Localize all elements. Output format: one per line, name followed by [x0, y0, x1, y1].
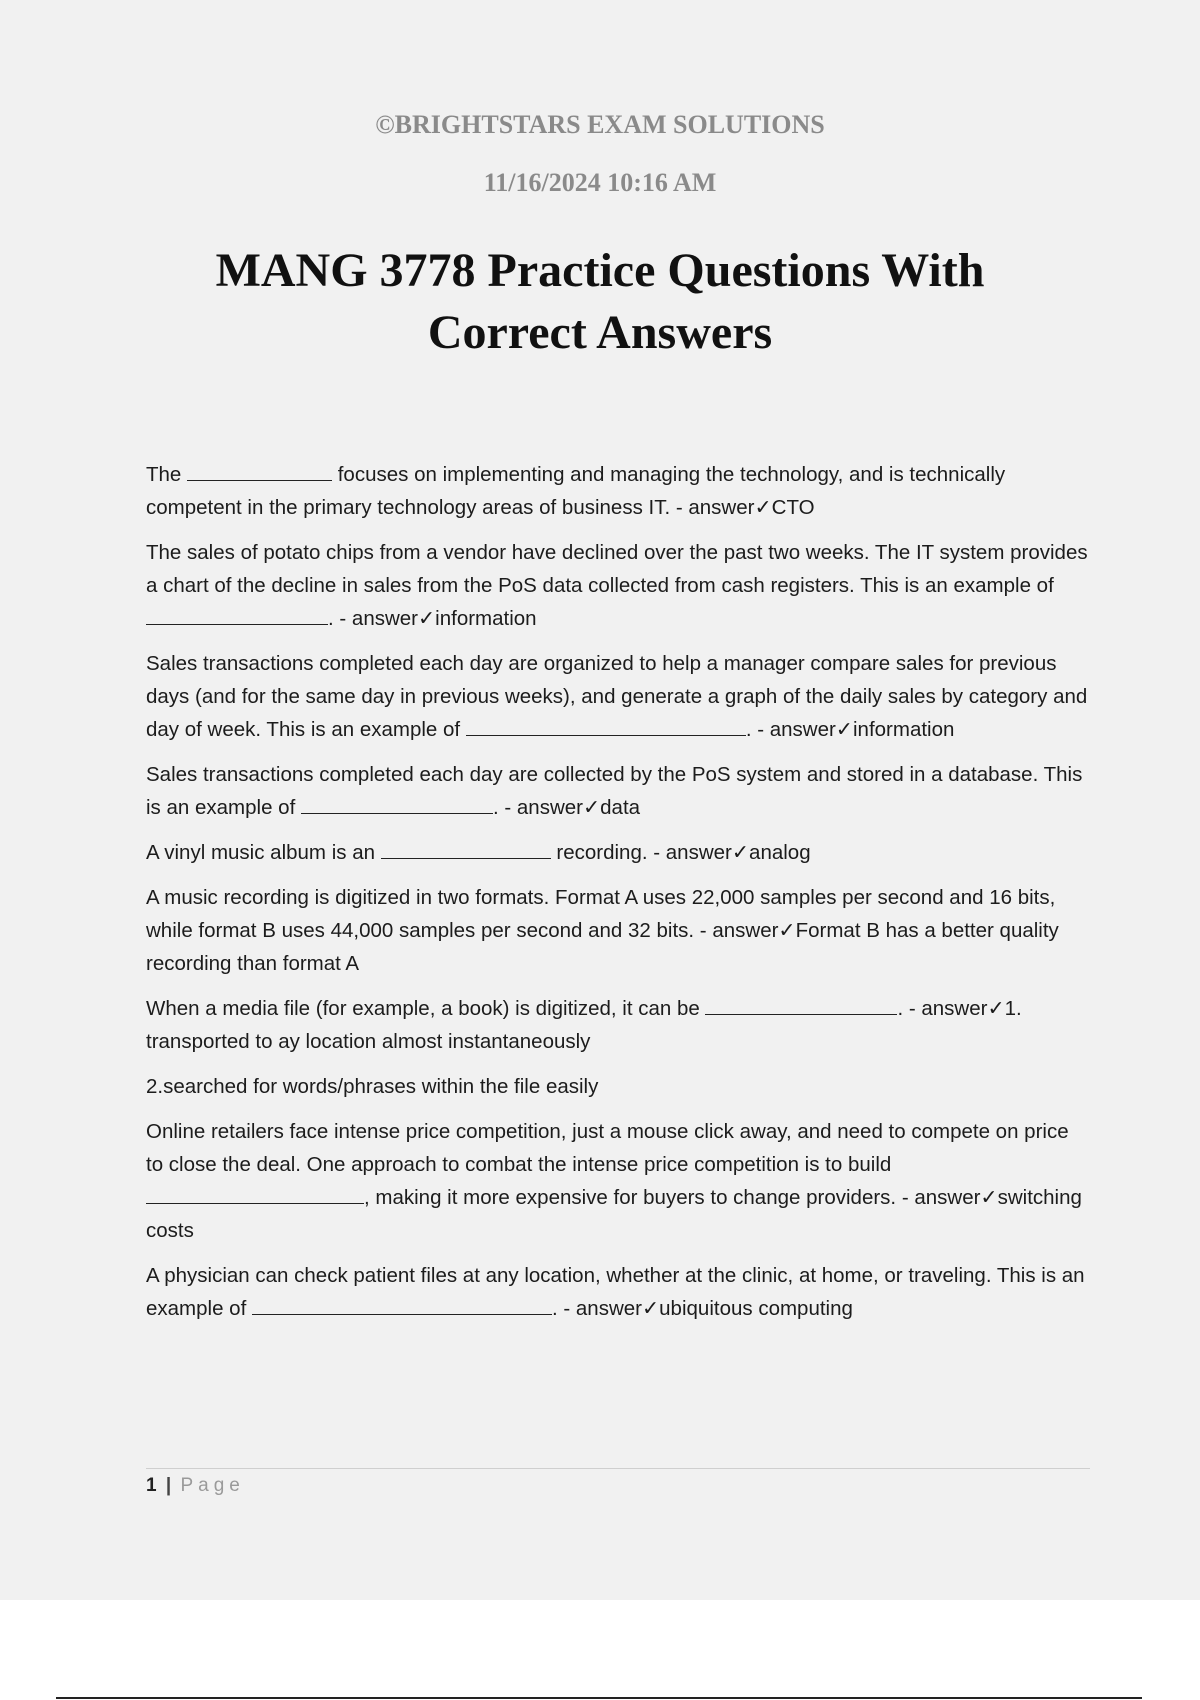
answer-text: . - answer✓information [328, 607, 537, 630]
answer-text: . - answer✓data [492, 796, 641, 819]
question-item [146, 536, 1091, 635]
page-number: 1 [146, 1475, 157, 1496]
answer-blank [146, 1183, 364, 1204]
question-item [146, 458, 1091, 524]
question-item [146, 758, 1091, 824]
page-label: Page [180, 1475, 245, 1496]
answer-text: focuses on implementing and managing the technology, and is technically competent in the primary technology areas of business IT. - answer✓CTO [146, 463, 1006, 519]
question-text: The sales of potato chips from a vendor have declined over the past two weeks. The IT system provides a chart of the decline in sales from the PoS data collected from cash registers. This is an example of [146, 541, 1088, 597]
question-text: When a media file (for example, a book) is digitized, it can be [146, 997, 706, 1020]
answer-blank [187, 460, 332, 481]
answer-blank [705, 994, 897, 1015]
answer-blank [381, 838, 551, 859]
question-text: Sales transactions completed each day are organized to help a manager compare sales for previous days (and for the same day in previous weeks), and generate a graph of the daily sales by category and day of week. This is an example of [146, 652, 1088, 741]
question-text: The [146, 463, 188, 486]
question-text: Sales transactions completed each day are collected by the PoS system and stored in a database. This is an example of [146, 763, 1083, 819]
title-line-1: MANG 3778 Practice Questions With [215, 244, 985, 297]
question-text: A music recording is digitized in two formats. Format A uses 22,000 samples per second and 16 bits, while format B uses 44,000 samples per second and 32 bits. - answer✓Format B has a better quality recording than format A [146, 886, 1059, 975]
answer-blank [466, 715, 746, 736]
answer-text: . - answer✓1. transported to ay location almost instantaneously [146, 997, 1022, 1053]
question-item [146, 992, 1091, 1058]
page-separator: | [165, 1475, 172, 1496]
question-text: A vinyl music album is an [146, 841, 381, 864]
answer-blank [146, 604, 328, 625]
answer-text: recording. - answer✓analog [550, 841, 811, 864]
bottom-divider [56, 1697, 1142, 1699]
title-line-2: Correct Answers [427, 306, 773, 359]
answer-blank [252, 1294, 552, 1315]
page-footer [146, 1468, 1090, 1497]
answer-text: . - answer✓ubiquitous computing [551, 1297, 853, 1320]
question-text: Online retailers face intense price competition, just a mouse click away, and need to compete on price to close the deal. One approach to combat the intense price competition is to build [146, 1120, 1069, 1176]
question-list [146, 458, 1091, 1337]
answer-blank [301, 793, 493, 814]
timestamp-line: 11/16/2024 10:16 AM [483, 168, 717, 197]
answer-text: , making it more expensive for buyers to change providers. - answer✓switching costs [146, 1186, 1082, 1242]
answer-text: . - answer✓information [745, 718, 955, 741]
document-title [100, 240, 1100, 364]
question-item [146, 647, 1091, 746]
copyright-line: ©BRIGHTSTARS EXAM SOLUTIONS [375, 110, 825, 139]
question-item [146, 1115, 1091, 1247]
question-item [146, 1259, 1091, 1325]
question-text: A physician can check patient files at any location, whether at the clinic, at home, or traveling. This is an example of [146, 1264, 1085, 1320]
document-header [0, 96, 1200, 212]
question-text: 2.searched for words/phrases within the file easily [146, 1075, 599, 1098]
question-item [146, 1070, 1091, 1103]
question-item [146, 881, 1091, 980]
question-item [146, 836, 1091, 869]
